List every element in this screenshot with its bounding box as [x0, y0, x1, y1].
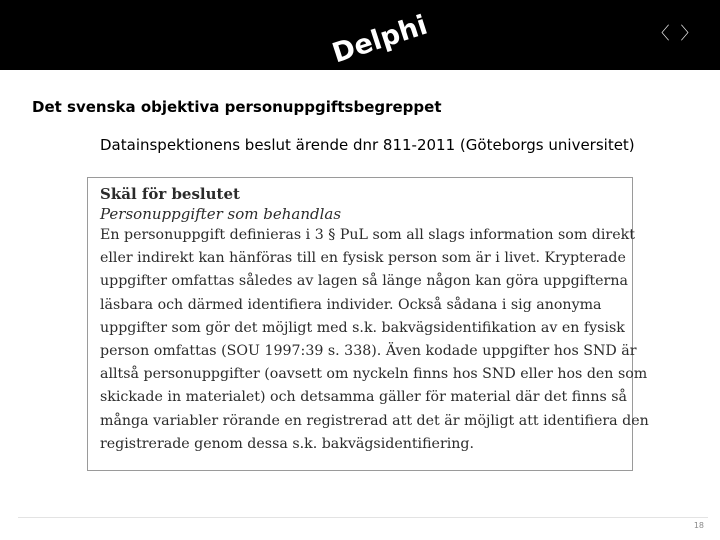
- header-bar: [0, 0, 720, 70]
- excerpt-line: En personuppgift definieras i 3 § PuL som all slags information som direkt: [100, 227, 635, 243]
- excerpt-line: registrerade genom dessa s.k. bakvägsidentifiering.: [100, 435, 474, 452]
- logo-text: Delphi: [328, 9, 432, 70]
- slide-subtitle: Datainspektionens beslut ärende dnr 811-2011 (Göteborgs universitet): [100, 136, 635, 154]
- excerpt-line: många variabler rörande en registrerad att det är möjligt att identifiera den: [100, 412, 649, 429]
- excerpt-subtitle: Personuppgifter som behandlas: [100, 205, 342, 223]
- excerpt-line: skickade in materialet) och detsamma gäller för material där det finns så: [100, 389, 627, 406]
- footer-divider: [18, 517, 708, 518]
- next-slide-button[interactable]: 〉: [680, 24, 698, 44]
- page-number: 18: [693, 521, 704, 530]
- excerpt-line: läsbara och därmed identifiera individer. Också sådana i sig anonyma: [100, 296, 602, 313]
- excerpt-line: eller indirekt kan hänföras till en fysisk person som är i livet. Krypterade: [100, 250, 626, 267]
- excerpt-title: Skäl för beslutet: [100, 185, 240, 203]
- excerpt-line: person omfattas (SOU 1997:39 s. 338). Även kodade uppgifter hos SND är: [100, 343, 637, 360]
- previous-slide-button[interactable]: 〈: [652, 24, 670, 44]
- delphi-logo: [326, 4, 432, 70]
- excerpt-line: uppgifter omfattas således av lagen så länge någon kan göra uppgifterna: [100, 273, 628, 290]
- slide-title: Det svenska objektiva personuppgiftsbegreppet: [32, 98, 442, 116]
- decision-excerpt-box: [87, 177, 649, 471]
- excerpt-line: alltså personuppgifter (oavsett om nyckeln finns hos SND eller hos den som: [100, 366, 648, 383]
- excerpt-line: uppgifter som gör det möjligt med s.k. bakvägsidentifikation av en fysisk: [100, 319, 625, 336]
